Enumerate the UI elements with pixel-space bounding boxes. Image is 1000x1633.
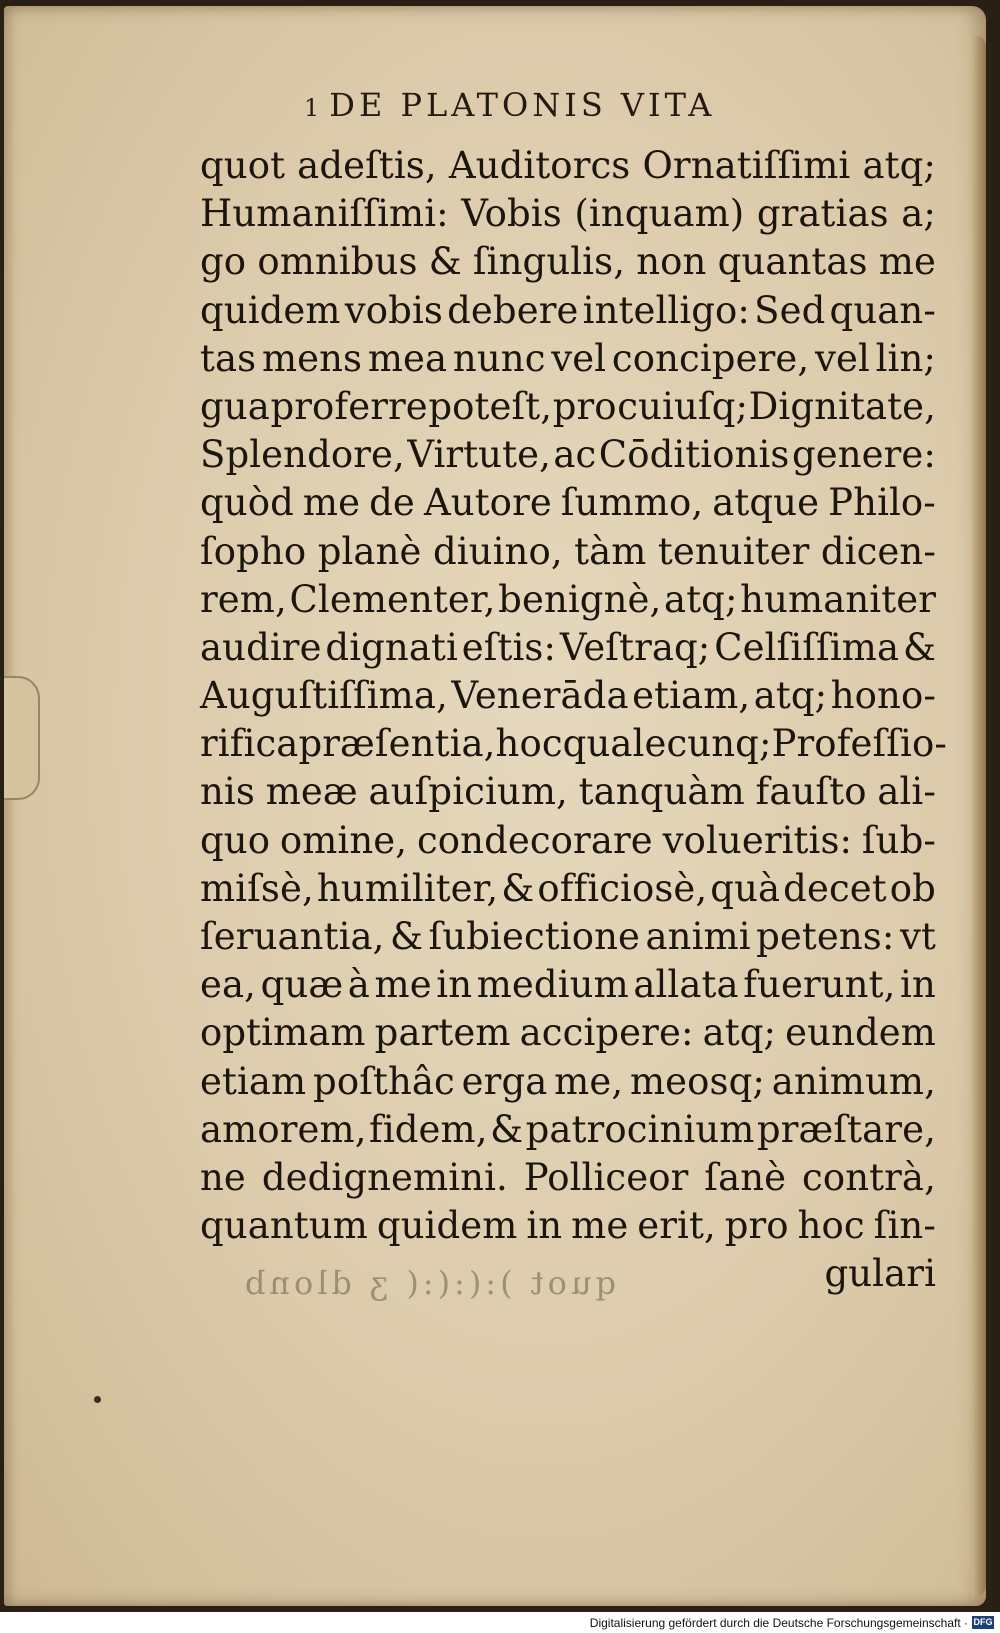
word: atque — [712, 481, 820, 525]
word: ob — [889, 866, 936, 910]
text-line — [200, 287, 936, 335]
word: pro — [552, 384, 617, 428]
word: tàm — [574, 529, 647, 573]
text-line — [200, 1154, 936, 1202]
text-line — [200, 238, 936, 286]
word: Virtute, — [407, 433, 551, 477]
word: nis — [200, 770, 255, 814]
word: vel — [551, 336, 607, 380]
word: ſingulis, — [472, 240, 626, 284]
word: optimam — [200, 1011, 366, 1055]
word: gulari — [824, 1252, 936, 1296]
word: me — [878, 240, 936, 284]
word: gua — [200, 384, 270, 428]
word: Splendore, — [200, 433, 405, 477]
text-line — [200, 961, 936, 1009]
word: de — [369, 481, 415, 525]
word: ſopho — [200, 529, 307, 573]
word: & — [390, 915, 424, 958]
word: Auditorcs — [448, 144, 631, 187]
running-header — [304, 86, 824, 136]
word: accipere: — [519, 1011, 694, 1055]
word: auſpicium, — [368, 770, 568, 814]
word: animum, — [771, 1059, 936, 1103]
word: ſin- — [873, 1204, 936, 1248]
word: Ornatiſſimi — [642, 144, 851, 187]
word: Philo- — [828, 481, 936, 525]
text-line — [200, 865, 936, 913]
book-page — [4, 6, 986, 1606]
word: Auguſtiſſima, — [200, 674, 448, 718]
word: ne — [200, 1155, 246, 1199]
word: in — [526, 1204, 563, 1248]
word: hoc — [797, 1204, 865, 1248]
word: erit, — [637, 1204, 716, 1248]
word: genere: — [791, 433, 936, 477]
word: tanquàm — [578, 770, 745, 814]
word: Celſiſſima — [714, 625, 900, 669]
word: Clementer, — [289, 577, 496, 621]
ink-spot — [94, 1396, 101, 1403]
word: ea, — [200, 963, 257, 1007]
word: animi — [645, 915, 751, 958]
word: planè — [317, 529, 422, 573]
word: gratias — [756, 192, 889, 236]
text-line — [200, 817, 936, 865]
word: petens: — [756, 915, 895, 958]
text-line — [200, 913, 936, 961]
word: quot — [200, 144, 286, 187]
text-line — [200, 190, 936, 238]
word: Polliceor — [523, 1155, 689, 1199]
text-line — [200, 383, 936, 431]
word: præſtare, — [756, 1107, 936, 1151]
page-edge — [972, 36, 986, 1596]
text-line — [200, 1106, 936, 1154]
word: miſsè, — [200, 866, 314, 910]
text-line — [200, 720, 947, 768]
word: quà — [710, 866, 781, 910]
word: a; — [901, 192, 936, 236]
word: me — [374, 963, 432, 1007]
word: eundem — [785, 1011, 936, 1055]
word: omine, — [279, 818, 408, 862]
word: rem, — [200, 577, 287, 621]
word: me — [571, 1204, 629, 1248]
word: pro — [724, 1204, 789, 1248]
text-line — [200, 479, 936, 527]
word: hono- — [830, 674, 936, 718]
word: medium — [476, 963, 629, 1007]
word: cuiuſq; — [617, 384, 749, 428]
word: in — [436, 963, 473, 1007]
text-line — [200, 1009, 936, 1057]
text-line — [200, 431, 936, 479]
word: patrocinium — [525, 1107, 755, 1151]
word: & — [501, 866, 535, 910]
word: atq; — [753, 674, 828, 718]
word: audire — [200, 625, 322, 669]
word: quæ — [260, 963, 344, 1007]
text-line — [200, 1202, 936, 1250]
word: fauſto — [755, 770, 867, 814]
word: adeſtis, — [297, 144, 437, 187]
word: ſanè — [704, 1155, 787, 1199]
text-line — [200, 142, 936, 190]
header-title: DE PLATONIS VITA — [329, 86, 716, 124]
show-through-text: quot ):(:(:( ʒ dlonb — [240, 1264, 616, 1302]
word: in — [900, 963, 936, 1007]
word: intelligo: — [582, 288, 750, 332]
word: ſeruantia, — [200, 915, 385, 958]
body-text — [200, 142, 947, 1299]
word: etiam, — [632, 674, 751, 718]
word: ali- — [877, 770, 936, 814]
word: fidem, — [369, 1107, 488, 1151]
word: eſtis: — [461, 625, 557, 669]
word: à — [347, 963, 370, 1007]
word: volueritis: — [662, 818, 853, 862]
word: humiliter, — [316, 866, 499, 910]
word: non — [636, 240, 707, 284]
word: præſentia, — [298, 722, 496, 766]
word: etiam — [200, 1059, 307, 1103]
word: Venerāda — [451, 674, 629, 718]
word: & — [428, 240, 462, 284]
word: benignè, — [498, 577, 662, 621]
word: me, — [554, 1059, 624, 1103]
footer-bar — [0, 1612, 1000, 1633]
word: diuino, — [432, 529, 563, 573]
word: dedignemini. — [261, 1155, 508, 1199]
text-line — [200, 672, 936, 720]
word: Sed — [754, 288, 826, 332]
word: vel — [814, 336, 870, 380]
word: lin; — [875, 336, 936, 380]
word: vt — [899, 915, 936, 958]
word: humaniter — [740, 577, 936, 621]
word: atq; — [664, 577, 738, 621]
word: me — [302, 481, 361, 525]
word: partem — [374, 1011, 511, 1055]
word: (inquam) — [574, 192, 745, 236]
word: meosq; — [630, 1059, 765, 1103]
header-mark: 1 — [304, 94, 320, 122]
word: tenuiter — [657, 529, 810, 573]
word: Veſtraq; — [559, 625, 711, 669]
word: fuerunt, — [743, 963, 896, 1007]
text-line — [200, 335, 936, 383]
word: decet — [783, 866, 887, 910]
word: condecorare — [416, 818, 653, 862]
text-line — [200, 624, 936, 672]
text-line — [200, 768, 936, 816]
word: quantum — [200, 1204, 368, 1248]
word: go — [200, 240, 247, 284]
page-tab — [4, 676, 40, 800]
word: contrà, — [802, 1155, 936, 1199]
word: qualecunq; — [562, 722, 772, 766]
text-line — [200, 528, 936, 576]
text-line — [200, 576, 936, 624]
word: poteſt, — [428, 384, 553, 428]
word: concipere, — [611, 336, 810, 380]
word: Autore — [423, 481, 552, 525]
word: quòd — [200, 481, 294, 525]
word: debere — [447, 288, 579, 332]
word: Humaniſſimi: — [200, 192, 449, 236]
dfg-logo-icon: DFG — [973, 1617, 993, 1627]
word: allata — [633, 963, 739, 1007]
text-line — [200, 1058, 936, 1106]
word: meæ — [265, 770, 358, 814]
word: Dignitate, — [748, 384, 936, 428]
word: Cōditionis — [598, 433, 790, 477]
word: & — [902, 625, 936, 669]
word: ſummo, — [560, 481, 704, 525]
word: omnibus — [257, 240, 418, 284]
word: nunc — [452, 336, 546, 380]
word: proferre — [270, 384, 428, 428]
word: tas — [200, 336, 257, 380]
footer-credit: Digitalisierung gefördert durch die Deutsche Forschungsgemeinschaft · — [589, 1615, 968, 1630]
word: Profeſſio- — [771, 722, 947, 766]
word: mens — [261, 336, 363, 380]
word: hoc — [495, 722, 563, 766]
word: erga — [461, 1059, 548, 1103]
word: officiosè, — [537, 866, 708, 910]
word: ac — [553, 433, 597, 477]
word: mea — [367, 336, 448, 380]
word: Vobis — [461, 192, 562, 236]
word: vobis — [344, 288, 443, 332]
word: dicen- — [820, 529, 936, 573]
word: atq; — [862, 144, 936, 187]
word: ſubiectione — [428, 915, 641, 958]
word: ſub- — [861, 818, 936, 862]
word: & — [490, 1107, 524, 1151]
word: quidem — [200, 288, 341, 332]
word: amorem, — [200, 1107, 367, 1151]
word: quo — [200, 818, 271, 862]
word: quan- — [829, 288, 936, 332]
word: quantas — [717, 240, 868, 284]
word: atq; — [702, 1011, 777, 1055]
word: rifica — [200, 722, 299, 766]
word: dignati — [325, 625, 458, 669]
word: quidem — [376, 1204, 518, 1248]
word: poſthâc — [313, 1059, 455, 1103]
